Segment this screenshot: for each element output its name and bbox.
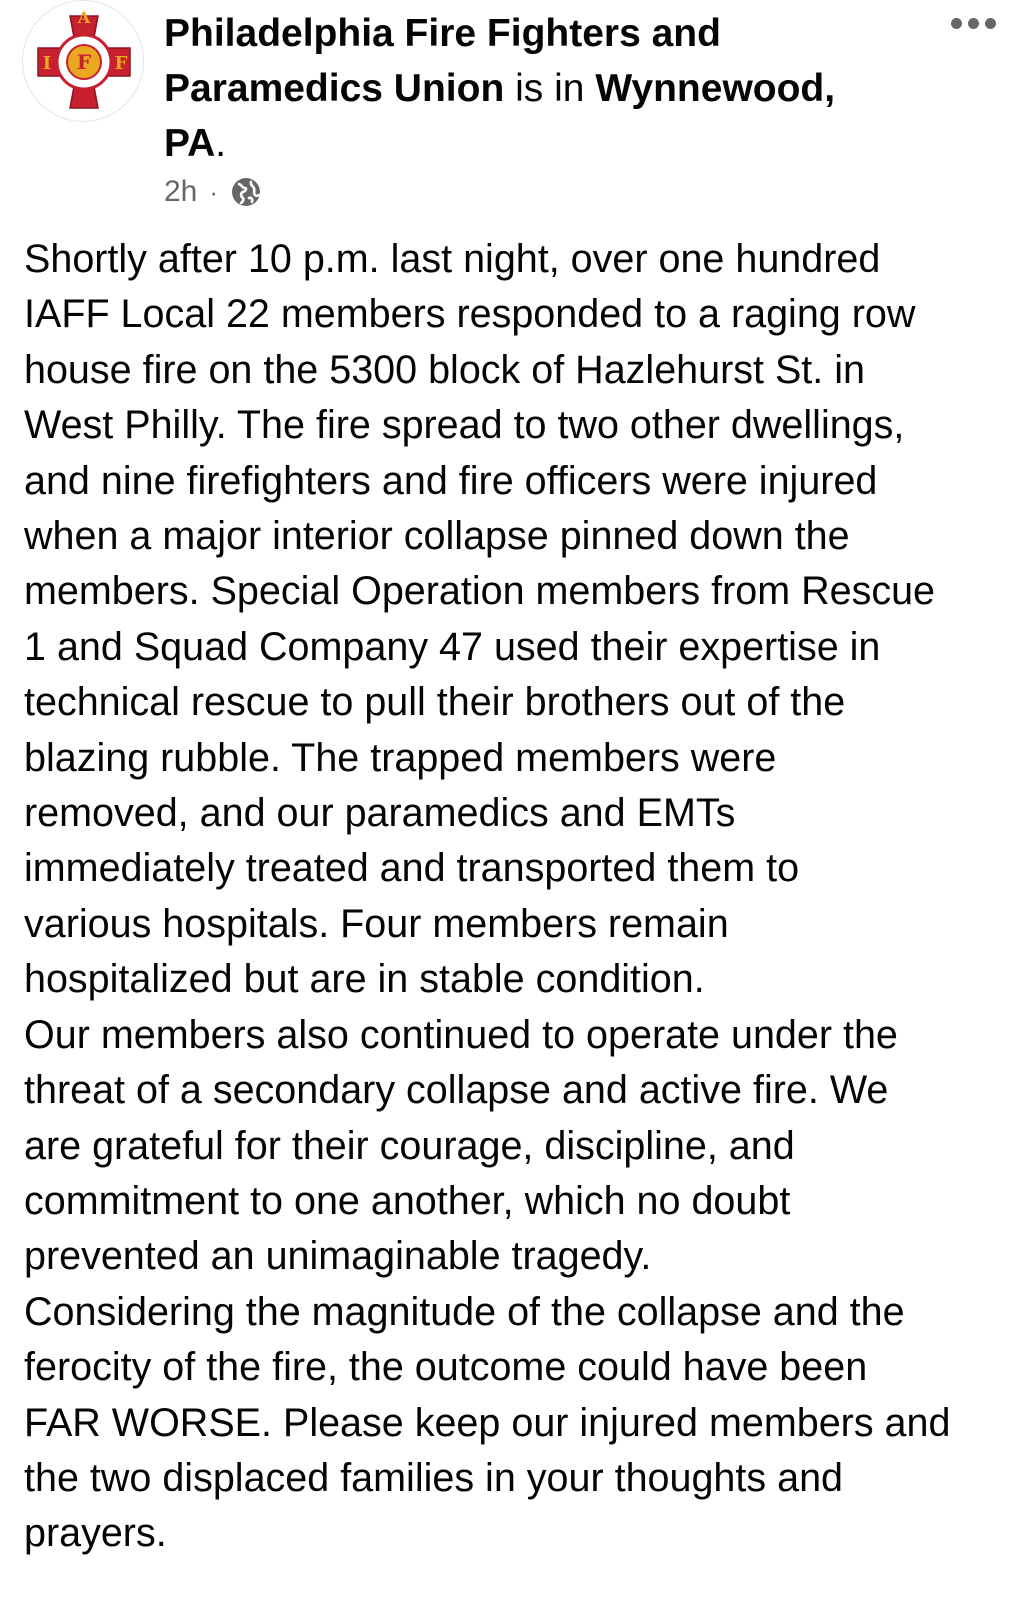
post-body-line: West Philly. The fire spread to two other dwellings, bbox=[24, 403, 905, 448]
post-body-line: and nine firefighters and fire officers were injured bbox=[24, 458, 878, 503]
more-options-icon[interactable] bbox=[951, 18, 996, 29]
post-header bbox=[0, 0, 1036, 225]
logo-letter-right: F bbox=[114, 53, 128, 74]
post-body-line: immediately treated and transported them to bbox=[24, 846, 800, 891]
page-avatar[interactable] bbox=[22, 0, 144, 122]
more-dot bbox=[951, 18, 962, 29]
post-body-line: members. Special Operation members from Rescue bbox=[24, 569, 936, 614]
post-body bbox=[24, 232, 1014, 1562]
post-body-line: house fire on the 5300 block of Hazlehurst St. in bbox=[24, 347, 865, 392]
post-body-line: ferocity of the fire, the outcome could have been bbox=[24, 1345, 868, 1390]
post-title bbox=[164, 6, 884, 171]
post-body-line: when a major interior collapse pinned down the bbox=[24, 514, 850, 559]
meta-separator: · bbox=[209, 176, 219, 207]
post-body-line: the two displaced families in your thoughts and bbox=[24, 1455, 844, 1500]
author-name-line1[interactable]: Philadelphia Fire Fighters and bbox=[164, 12, 721, 55]
post-body-line: FAR WORSE. Please keep our injured members and bbox=[24, 1400, 951, 1445]
iaff-logo-icon bbox=[23, 1, 144, 122]
post-body-line: commitment to one another, which no doubt bbox=[24, 1178, 791, 1223]
post-meta bbox=[164, 172, 262, 212]
more-dot bbox=[968, 18, 979, 29]
post-body-line: blazing rubble. The trapped members were bbox=[24, 735, 777, 780]
post-body-line: various hospitals. Four members remain bbox=[24, 901, 729, 946]
logo-letter-left: I bbox=[42, 53, 52, 74]
post-body-line: technical rescue to pull their brothers out of the bbox=[24, 680, 846, 725]
post-body-line: Considering the magnitude of the collapse and the bbox=[24, 1289, 905, 1334]
post-body-line: IAFF Local 22 members responded to a raging row bbox=[24, 292, 916, 337]
post-body-line: Shortly after 10 p.m. last night, over one hundred bbox=[24, 237, 881, 281]
post-body-line: Our members also continued to operate under the bbox=[24, 1012, 898, 1057]
post-body-line: 1 and Squad Company 47 used their expertise in bbox=[24, 624, 881, 669]
title-connector: is in bbox=[504, 67, 596, 110]
post-body-line: prevented an unimaginable tragedy. bbox=[24, 1234, 652, 1279]
location-link[interactable]: Wynnewood, bbox=[595, 67, 836, 110]
logo-letter-top: A bbox=[77, 8, 91, 27]
logo-letter-center: F bbox=[76, 50, 92, 74]
post-body-line: prayers. bbox=[24, 1511, 167, 1556]
post-body-line: hospitalized but are in stable condition. bbox=[24, 957, 705, 1002]
more-dot bbox=[985, 18, 996, 29]
author-name-line2[interactable]: Paramedics Union bbox=[164, 67, 505, 110]
post-body-line: are grateful for their courage, discipline, and bbox=[24, 1123, 795, 1168]
location-link-state[interactable]: PA bbox=[164, 122, 216, 165]
post-body-line: removed, and our paramedics and EMTs bbox=[24, 791, 736, 836]
title-period: . bbox=[215, 122, 227, 165]
globe-icon[interactable] bbox=[230, 176, 262, 208]
logo-number: 22 bbox=[77, 90, 91, 100]
post-timestamp[interactable]: 2h bbox=[164, 175, 198, 208]
post-body-line: threat of a secondary collapse and active fire. We bbox=[24, 1068, 889, 1113]
